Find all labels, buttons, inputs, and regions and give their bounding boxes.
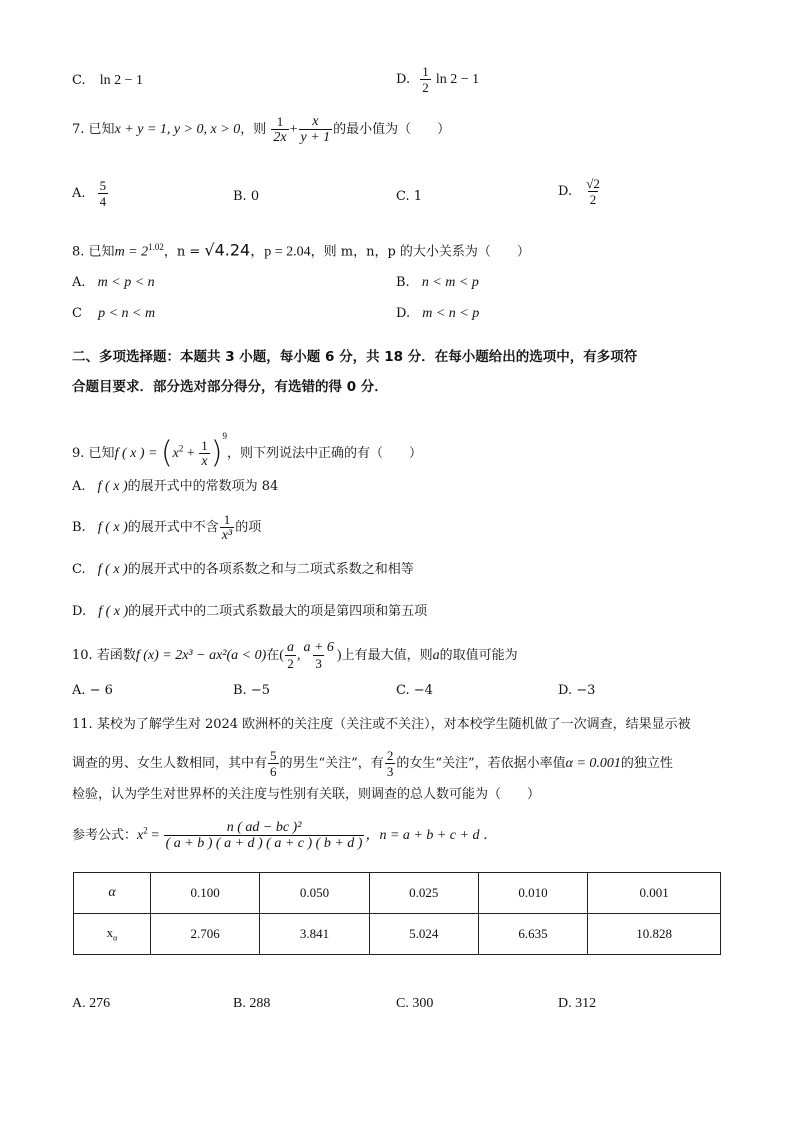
numerator: x bbox=[312, 114, 319, 129]
table-header-cell: α bbox=[74, 873, 151, 914]
q7-option-a bbox=[72, 178, 109, 209]
denominator: 2 bbox=[589, 192, 597, 207]
stem-text: ，则 m，n，p 的大小关系为（ ） bbox=[310, 244, 530, 260]
numerator: 2 bbox=[386, 748, 394, 763]
q9-option-b bbox=[72, 512, 261, 543]
numerator: 1 bbox=[422, 64, 429, 79]
option-label: A. bbox=[72, 186, 86, 201]
q7-option-c: C. 1 bbox=[396, 189, 423, 204]
option-text: ln 2 − 1 bbox=[435, 72, 480, 87]
subscript: α bbox=[113, 933, 118, 943]
table-cell: 0.001 bbox=[588, 873, 721, 914]
stem-text: 已知 bbox=[88, 446, 115, 461]
option-label: B. bbox=[72, 520, 86, 535]
fraction bbox=[301, 640, 335, 671]
right-paren: ) bbox=[336, 648, 342, 663]
option-text: ln 2 − 1 bbox=[99, 73, 144, 88]
stem-text: 的女生“关注”，若依据小率值 bbox=[396, 756, 566, 771]
q11-stem-line3: 检验，认为学生对世界杯的关注度与性别有关联，则调查的总人数可能为（ ） bbox=[72, 787, 541, 802]
function-symbol: f ( x ) bbox=[98, 604, 129, 619]
option-label: B. bbox=[396, 275, 410, 290]
option-text: m < p < n bbox=[97, 275, 155, 290]
option-label: A. bbox=[72, 275, 86, 290]
q9-option-c bbox=[72, 561, 414, 579]
option-label: D. bbox=[558, 184, 573, 199]
plus-sign: + bbox=[289, 122, 298, 137]
stem-text: 若函数 bbox=[96, 648, 136, 663]
denominator: 4 bbox=[99, 194, 107, 209]
q10-option-b: B. −5 bbox=[233, 683, 270, 698]
option-text: p < n < m bbox=[98, 306, 156, 321]
fraction bbox=[285, 640, 296, 671]
table-cell: 5.024 bbox=[369, 914, 478, 955]
fraction bbox=[299, 114, 333, 145]
denominator: 3 bbox=[315, 656, 322, 671]
left-paren: ( bbox=[279, 648, 284, 663]
stem-text: 在 bbox=[266, 648, 280, 663]
q7-option-b: B. 0 bbox=[233, 189, 260, 204]
option-label: C. bbox=[72, 73, 86, 88]
left-paren: ( bbox=[160, 435, 173, 471]
numerator: 1 bbox=[223, 512, 231, 527]
exponent: 1.02 bbox=[148, 242, 164, 252]
stem-text: 的男生“关注”，有 bbox=[279, 756, 384, 771]
numerator: a + 6 bbox=[303, 640, 334, 655]
table-cell: 3.841 bbox=[260, 914, 369, 955]
q11-option-d: D. 312 bbox=[558, 996, 597, 1011]
question-number: 7. bbox=[72, 122, 85, 137]
option-text: 的展开式中的各项系数之和与二项式系数之和相等 bbox=[127, 562, 414, 577]
q11-stem-line2 bbox=[72, 748, 673, 779]
denominator: 6 bbox=[270, 764, 277, 779]
math-expression: ，n = a + b + c + d ． bbox=[365, 828, 497, 843]
option-text: n < m < p bbox=[421, 275, 479, 290]
math-expression: ，p = 2.04 bbox=[250, 244, 311, 260]
fraction bbox=[164, 820, 365, 851]
option-text: 的展开式中的二项式系数最大的项是第四项和第五项 bbox=[128, 604, 428, 619]
math-expression: f (x) = 2x³ − ax²(a < 0) bbox=[135, 648, 267, 663]
chi-symbol: x bbox=[106, 925, 114, 941]
table-cell: 2.706 bbox=[151, 914, 260, 955]
stem-text: 上有最大值，则 bbox=[341, 648, 433, 663]
q8-option-a bbox=[72, 274, 155, 292]
numerator: √2 bbox=[586, 176, 600, 191]
option-text: 的项 bbox=[235, 520, 262, 535]
q8-option-d bbox=[396, 305, 479, 323]
denominator: 2 bbox=[422, 80, 429, 95]
stem-text: 的取值可能为 bbox=[439, 648, 518, 663]
q9-stem bbox=[72, 418, 422, 472]
q8-stem bbox=[72, 238, 530, 261]
fraction bbox=[584, 176, 602, 207]
numerator: 1 bbox=[201, 438, 208, 453]
sqrt-expression: √4.24 bbox=[204, 240, 251, 260]
q11-option-c: C. 300 bbox=[396, 996, 434, 1011]
stem-text: 的最小值为（ ） bbox=[333, 122, 451, 137]
exponent: 2 bbox=[143, 825, 148, 836]
q7-option-d bbox=[558, 176, 603, 207]
math-condition: x + y = 1, y > 0, x > 0 bbox=[114, 122, 241, 137]
q9-option-d bbox=[72, 603, 427, 621]
q10-option-a: A. − 6 bbox=[72, 683, 113, 698]
numerator: 1 bbox=[276, 114, 284, 129]
table-cell: 0.010 bbox=[478, 873, 587, 914]
stem-text: 已知 bbox=[88, 244, 115, 260]
denominator: y + 1 bbox=[300, 130, 331, 145]
q7-stem bbox=[72, 114, 450, 145]
q11-stem-line1 bbox=[72, 716, 691, 734]
table-row bbox=[74, 914, 721, 955]
plus-sign: + bbox=[183, 446, 199, 461]
question-number: 11. bbox=[72, 717, 93, 732]
numerator: 5 bbox=[270, 748, 277, 763]
option-label: C. bbox=[72, 562, 86, 577]
fraction bbox=[220, 512, 234, 543]
option-text: 的展开式中不含 bbox=[127, 520, 219, 535]
stem-text: 的独立性 bbox=[620, 756, 673, 771]
fraction bbox=[271, 114, 288, 145]
table-cell: 0.100 bbox=[151, 873, 260, 914]
critical-value-table bbox=[73, 872, 721, 955]
math-expression: ，n = bbox=[163, 244, 205, 260]
q10-option-d: D. −3 bbox=[558, 683, 596, 698]
fraction bbox=[268, 748, 279, 779]
q11-option-b: B. 288 bbox=[233, 996, 271, 1011]
numerator: a bbox=[286, 640, 294, 655]
option-label: D. bbox=[72, 604, 87, 619]
denominator: 2x bbox=[273, 130, 287, 145]
math-expression: m = 2 bbox=[114, 244, 149, 260]
question-number: 9. bbox=[72, 446, 85, 461]
stem-text: ，则下列说法中正确的有（ ） bbox=[227, 446, 423, 461]
denominator: ( a + b ) ( a + d ) ( a + c ) ( b + d ) bbox=[165, 836, 363, 851]
stem-text: 调查的男、女生人数相同，其中有 bbox=[72, 756, 268, 771]
q10-option-c: C. −4 bbox=[396, 683, 433, 698]
question-number: 8. bbox=[72, 244, 85, 260]
table-cell: 0.025 bbox=[369, 873, 478, 914]
section-heading-line2: 合题目要求．部分选对部分得分，有选错的得 0 分． bbox=[72, 379, 388, 395]
fraction bbox=[98, 178, 109, 209]
q11-option-a: A. 276 bbox=[72, 996, 111, 1011]
denominator: 3 bbox=[386, 764, 394, 779]
q9-option-a bbox=[72, 478, 278, 496]
question-number: 10. bbox=[72, 648, 93, 663]
option-text: m < n < p bbox=[422, 306, 480, 321]
reference-formula bbox=[72, 820, 497, 851]
option-label: C bbox=[72, 306, 82, 321]
numerator: 5 bbox=[99, 178, 107, 193]
option-label: D. bbox=[396, 306, 411, 321]
denominator: x³ bbox=[221, 528, 233, 543]
table-cell: 6.635 bbox=[478, 914, 587, 955]
comma: , bbox=[296, 648, 301, 663]
exponent: 2 bbox=[178, 443, 184, 454]
function-symbol: f ( x ) bbox=[97, 479, 128, 494]
q6-option-c bbox=[72, 72, 143, 90]
option-label: A. bbox=[72, 479, 86, 494]
table-cell: 0.050 bbox=[260, 873, 369, 914]
option-label: D. bbox=[396, 72, 411, 87]
stem-text: 已知 bbox=[88, 122, 115, 137]
math-variable: a bbox=[432, 648, 440, 663]
equals-sign: = bbox=[147, 828, 163, 843]
function-symbol: f ( x ) bbox=[97, 562, 128, 577]
math-variable: x bbox=[172, 446, 179, 461]
right-paren: ) bbox=[210, 435, 223, 471]
stem-text: 某校为了解学生对 2024 欧洲杯的关注度（关注或不关注），对本校学生随机做了一次调查，结果显示被 bbox=[96, 717, 691, 732]
table-row bbox=[74, 873, 721, 914]
formula-label: 参考公式： bbox=[72, 828, 138, 843]
fraction bbox=[420, 64, 431, 95]
math-expression: f ( x ) = bbox=[114, 446, 161, 461]
function-symbol: f ( x ) bbox=[97, 520, 128, 535]
q8-option-b bbox=[396, 274, 479, 292]
table-header-cell bbox=[74, 914, 151, 955]
math-expression: α = 0.001 bbox=[565, 756, 621, 771]
option-text: 的展开式中的常数项为 84 bbox=[127, 479, 279, 494]
denominator: 2 bbox=[287, 656, 294, 671]
section-heading-line1: 二、多项选择题：本题共 3 小题，每小题 6 分，共 18 分．在每小题给出的选项中，有多项符 bbox=[72, 349, 638, 365]
q6-option-d bbox=[396, 64, 479, 95]
math-variable: x bbox=[137, 828, 144, 843]
fraction bbox=[385, 748, 396, 779]
exponent: 9 bbox=[222, 431, 227, 441]
table-cell: 10.828 bbox=[588, 914, 721, 955]
denominator: x bbox=[201, 454, 208, 469]
fraction bbox=[199, 438, 210, 469]
q10-stem bbox=[72, 640, 518, 671]
q8-option-c bbox=[72, 305, 155, 323]
numerator: n ( ad − bc )² bbox=[226, 820, 302, 835]
stem-text: ，则 bbox=[240, 122, 267, 137]
